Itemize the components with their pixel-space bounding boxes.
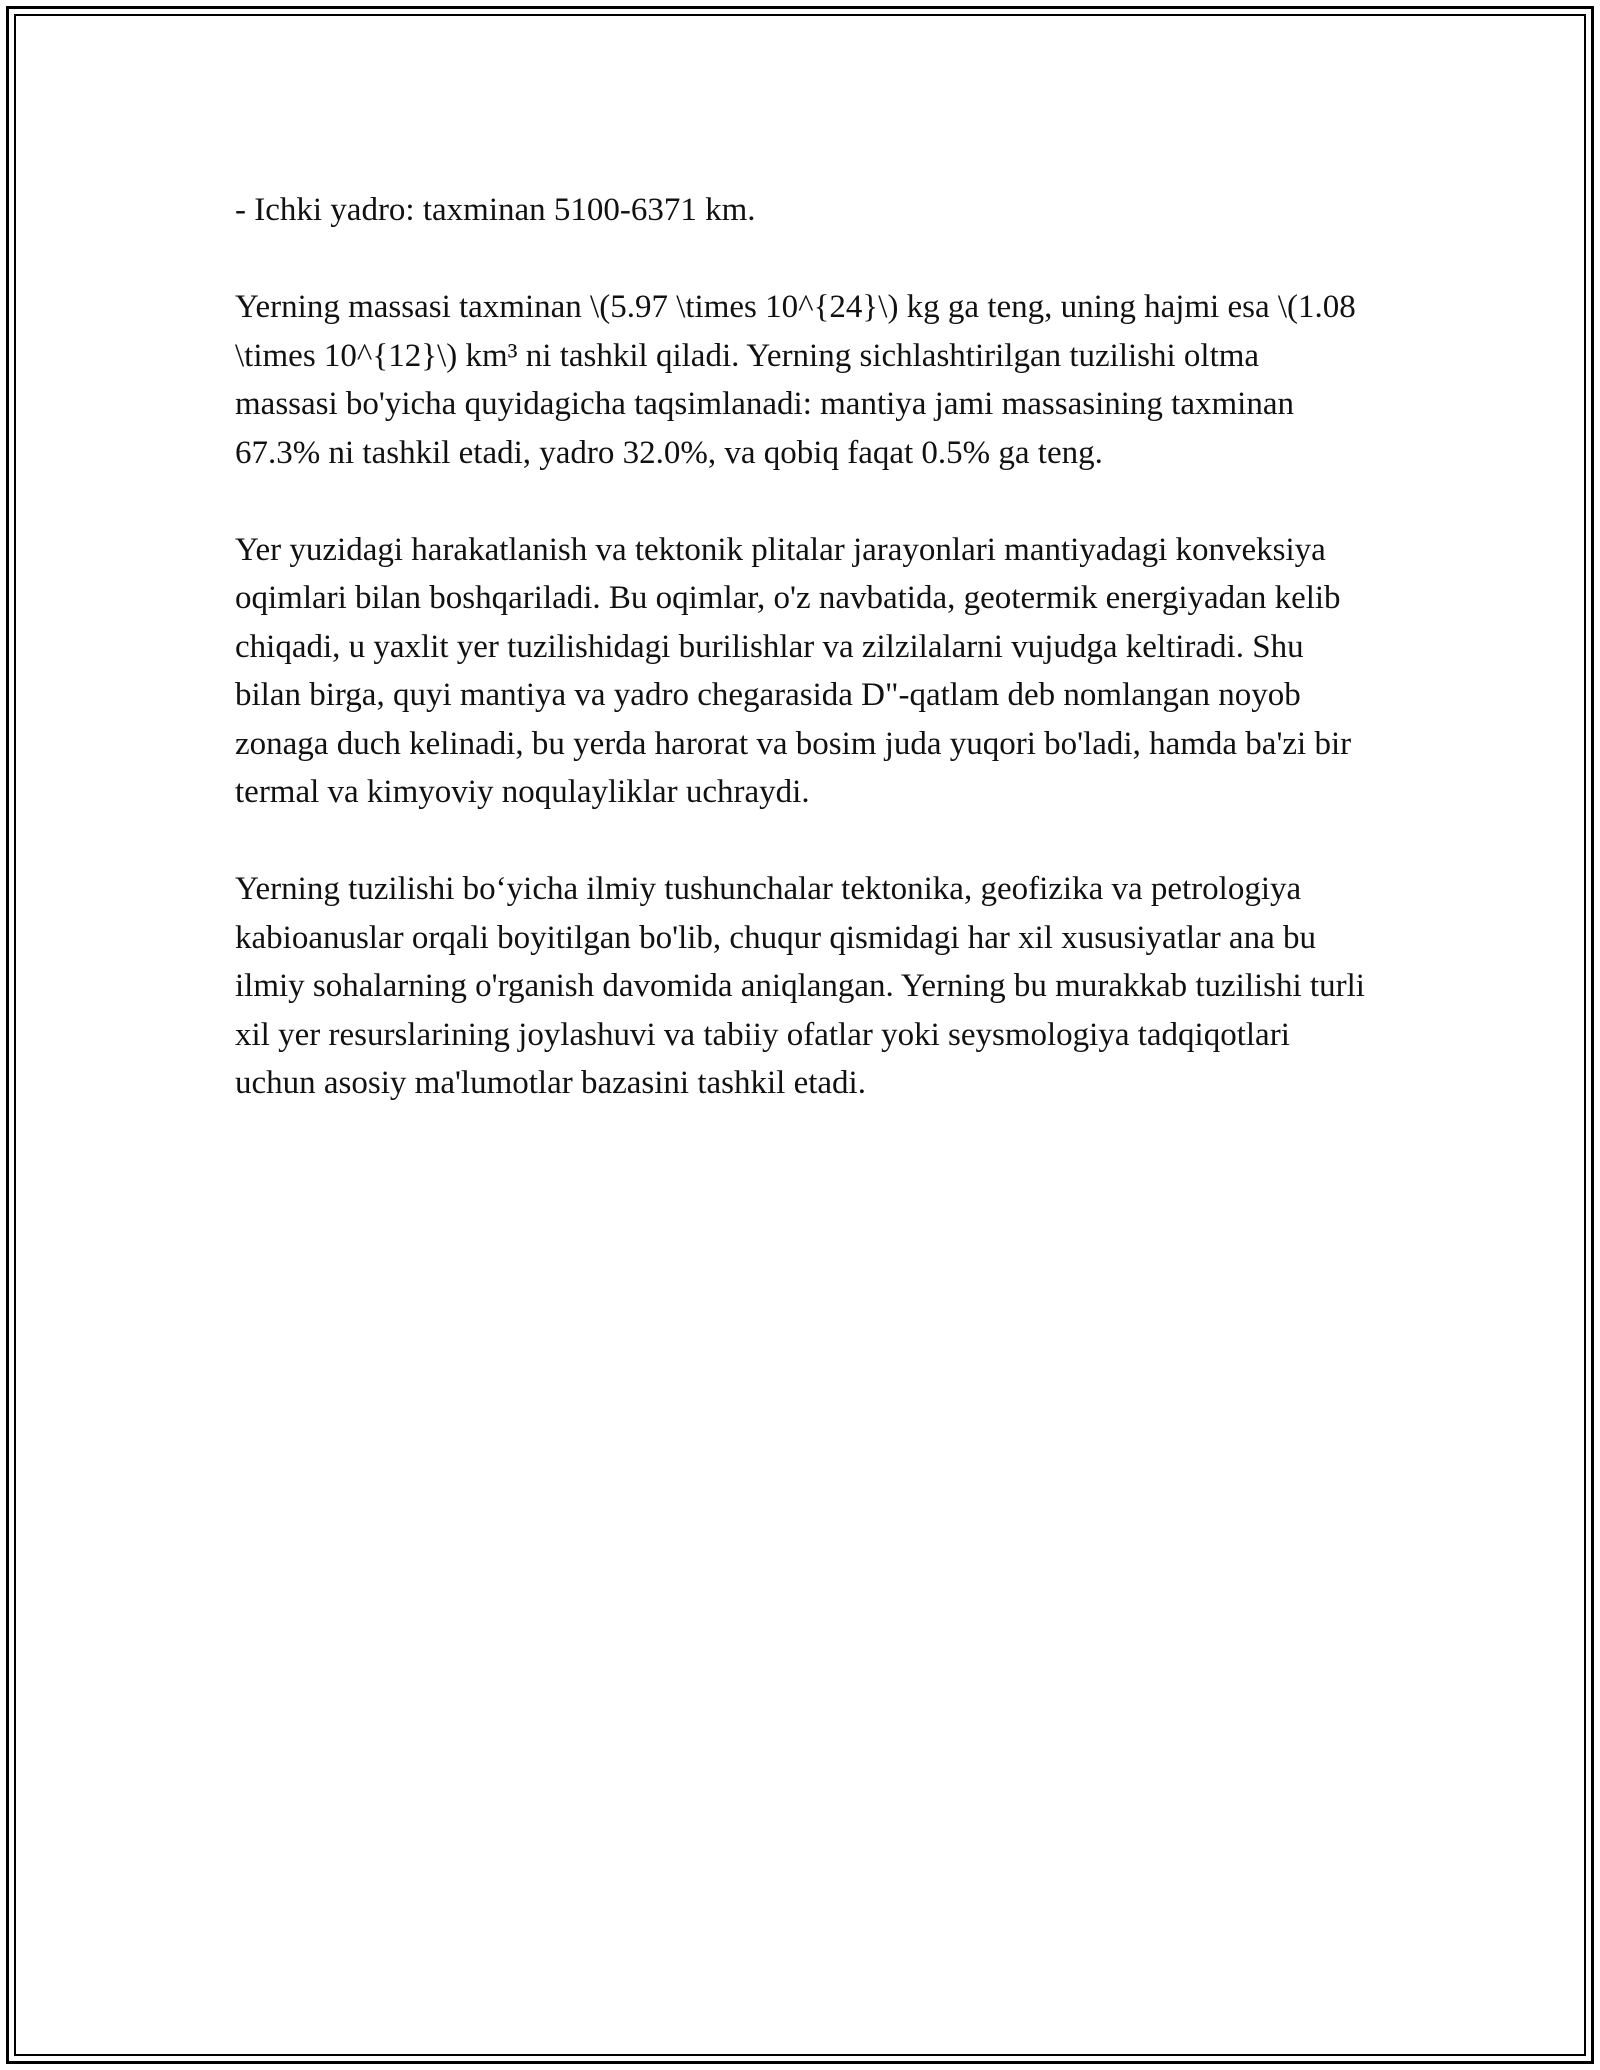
paragraph-earth-mass: Yerning massasi taxminan \(5.97 \times 10^{24}\) kg ga teng, uning hajmi esa \(1.08 \times 10^{12}\) km³ ni tashkil qiladi. Yerning sichlashtirilgan tuzilishi oltma massasi bo'yicha quyidagicha taqsimlanadi: mantiya jami massasining taxminan 67.3% ni tashkil etadi, yadro 32.0%, va qobiq faqat 0.5% ga teng. — [235, 289, 1356, 471]
paragraph-scientific-understanding: Yerning tuzilishi bo‘yicha ilmiy tushunchalar tektonika, geofizika va petrologiya kabioanuslar orqali boyitilgan bo'lib, chuqur qismidagi har xil xususiyatlar ana bu ilmiy sohalarning o'rganish davomida aniqlangan. Yerning bu murakkab tuzilishi turli xil yer resurslarining joylashuvi va tabiiy ofatlar yoki seysmologiya tadqiqotlari uchun asosiy ma'lumotlar bazasini tashkil etadi. — [235, 871, 1365, 1101]
document-body — [235, 186, 1365, 1156]
paragraph-inner-core: - Ichki yadro: taxminan 5100-6371 km. — [235, 192, 756, 228]
paragraph-tectonics: Yer yuzidagi harakatlanish va tektonik plitalar jarayonlari mantiyadagi konveksiya oqimlari bilan boshqariladi. Bu oqimlar, o'z navbatida, geotermik energiyadan kelib chiqadi, u yaxlit yer tuzilishidagi burilishlar va zilzilalarni vujudga keltiradi. Shu bilan birga, quyi mantiya va yadro chegarasida D"-qatlam deb nomlangan noyob zonaga duch kelinadi, bu yerda harorat va bosim juda yuqori bo'ladi, hamda ba'zi bir termal va kimyoviy noqulayliklar uchraydi. — [235, 531, 1352, 810]
